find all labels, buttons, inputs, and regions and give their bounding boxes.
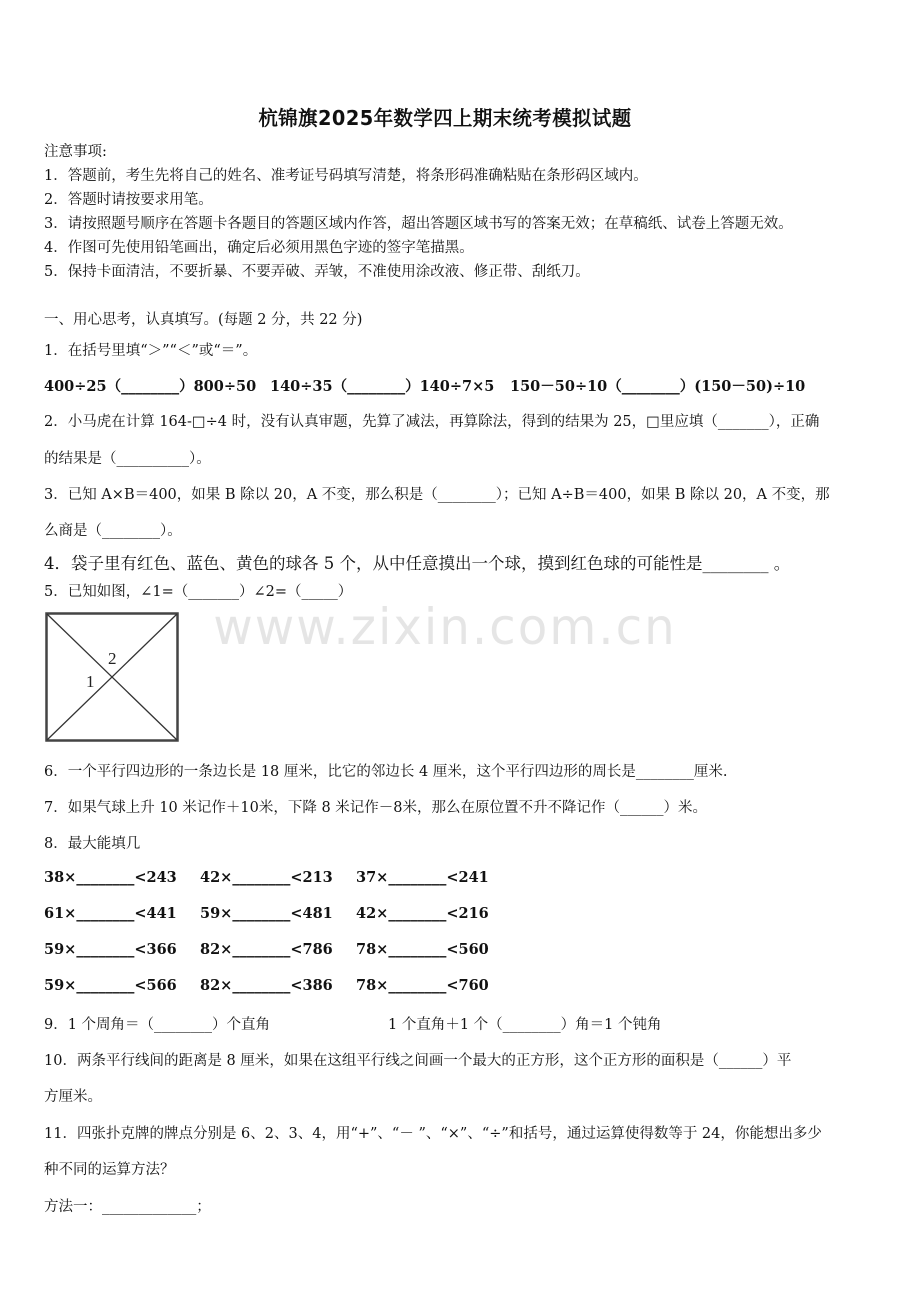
q8-item: 38×________<243 — [44, 869, 177, 886]
q1-item-1: 400÷25（________）800÷50 — [44, 378, 257, 395]
question-1: 1．在括号里填“＞”“＜”或“＝”。 — [44, 343, 258, 359]
question-5: 5．已知如图，∠1=（_______）∠2=（_____） — [44, 584, 353, 600]
q8-item: 82×________<786 — [200, 941, 333, 958]
question-11-line-2: 种不同的运算方法？ — [44, 1162, 175, 1178]
question-7: 7．如果气球上升 10 米记作＋10米，下降 8 米记作－8米，那么在原位置不升不降记作（______）米。 — [44, 800, 708, 816]
q1-item-3: 150－50÷10（________）(150－50)÷10 — [510, 378, 806, 395]
square-diagonals-figure — [44, 611, 180, 743]
question-2-line-1: 2．小马虎在计算 164-□÷4 时，没有认真审题，先算了减法，再算除法，得到的结果为 25，□里应填（_______），正确 — [44, 414, 820, 430]
question-4: 4．袋子里有红色、蓝色、黄色的球各 5 个，从中任意摸出一个球，摸到红色球的可能性是________ 。 — [44, 554, 791, 573]
page-title: 杭锦旗2025年数学四上期末统考模拟试题 — [258, 106, 632, 130]
notice-heading: 注意事项: — [44, 144, 107, 160]
watermark: www.zixin.com.cn — [213, 598, 677, 656]
question-8: 8．最大能填几 — [44, 836, 141, 852]
section-heading: 一、用心思考，认真填写。(每题 2 分，共 22 分) — [44, 312, 363, 328]
question-3-line-1: 3．已知 A×B＝400，如果 B 除以 20，A 不变，那么积是（________）；已知 A÷B＝400，如果 B 除以 20，A 不变，那 — [44, 487, 830, 503]
notice-item: 4．作图可先使用铅笔画出，确定后必须用黑色字迹的签字笔描黑。 — [44, 240, 474, 256]
notice-item: 5．保持卡面清洁，不要折暴、不要弄破、弄皱，不准使用涂改液、修正带、刮纸刀。 — [44, 264, 590, 280]
q1-item-2: 140÷35（________）140÷7×5 — [270, 378, 495, 395]
q8-item: 59×________<481 — [200, 905, 333, 922]
q8-item: 78×________<760 — [356, 977, 489, 994]
angle-1-label: 1 — [86, 672, 95, 691]
question-9-part-1: 9．1 个周角＝（________）个直角 — [44, 1017, 271, 1033]
question-9-part-2: 1 个直角＋1 个（________）角＝1 个钝角 — [388, 1017, 662, 1033]
notice-item: 3．请按照题号顺序在答题卡各题目的答题区域内作答，超出答题区域书写的答案无效；在草稿纸、试卷上答题无效。 — [44, 216, 793, 232]
question-11-method-1: 方法一：_____________； — [44, 1199, 211, 1215]
notice-item: 1．答题前，考生先将自己的姓名、准考证号码填写清楚，将条形码准确粘贴在条形码区域内。 — [44, 168, 648, 184]
question-11-line-1: 11．四张扑克牌的牌点分别是 6、2、3、4，用“+”、“－ ”、“×”、“÷”和括号，通过运算使得数等于 24，你能想出多少 — [44, 1126, 822, 1142]
question-10-line-1: 10．两条平行线间的距离是 8 厘米，如果在这组平行线之间画一个最大的正方形，这个正方形的面积是（______）平 — [44, 1053, 792, 1069]
q8-item: 82×________<386 — [200, 977, 333, 994]
q8-item: 42×________<213 — [200, 869, 333, 886]
question-10-line-2: 方厘米。 — [44, 1089, 102, 1105]
q8-item: 59×________<566 — [44, 977, 177, 994]
question-2-line-2: 的结果是（__________）。 — [44, 451, 211, 467]
angle-2-label: 2 — [108, 649, 117, 668]
q8-item: 59×________<366 — [44, 941, 177, 958]
question-6: 6．一个平行四边形的一条边长是 18 厘米，比它的邻边长 4 厘米，这个平行四边形的周长是________厘米. — [44, 764, 728, 780]
question-3-line-2: 么商是（________）。 — [44, 523, 182, 539]
q8-item: 61×________<441 — [44, 905, 177, 922]
q8-item: 42×________<216 — [356, 905, 489, 922]
notice-item: 2．答题时请按要求用笔。 — [44, 192, 213, 208]
q8-item: 37×________<241 — [356, 869, 489, 886]
q8-item: 78×________<560 — [356, 941, 489, 958]
